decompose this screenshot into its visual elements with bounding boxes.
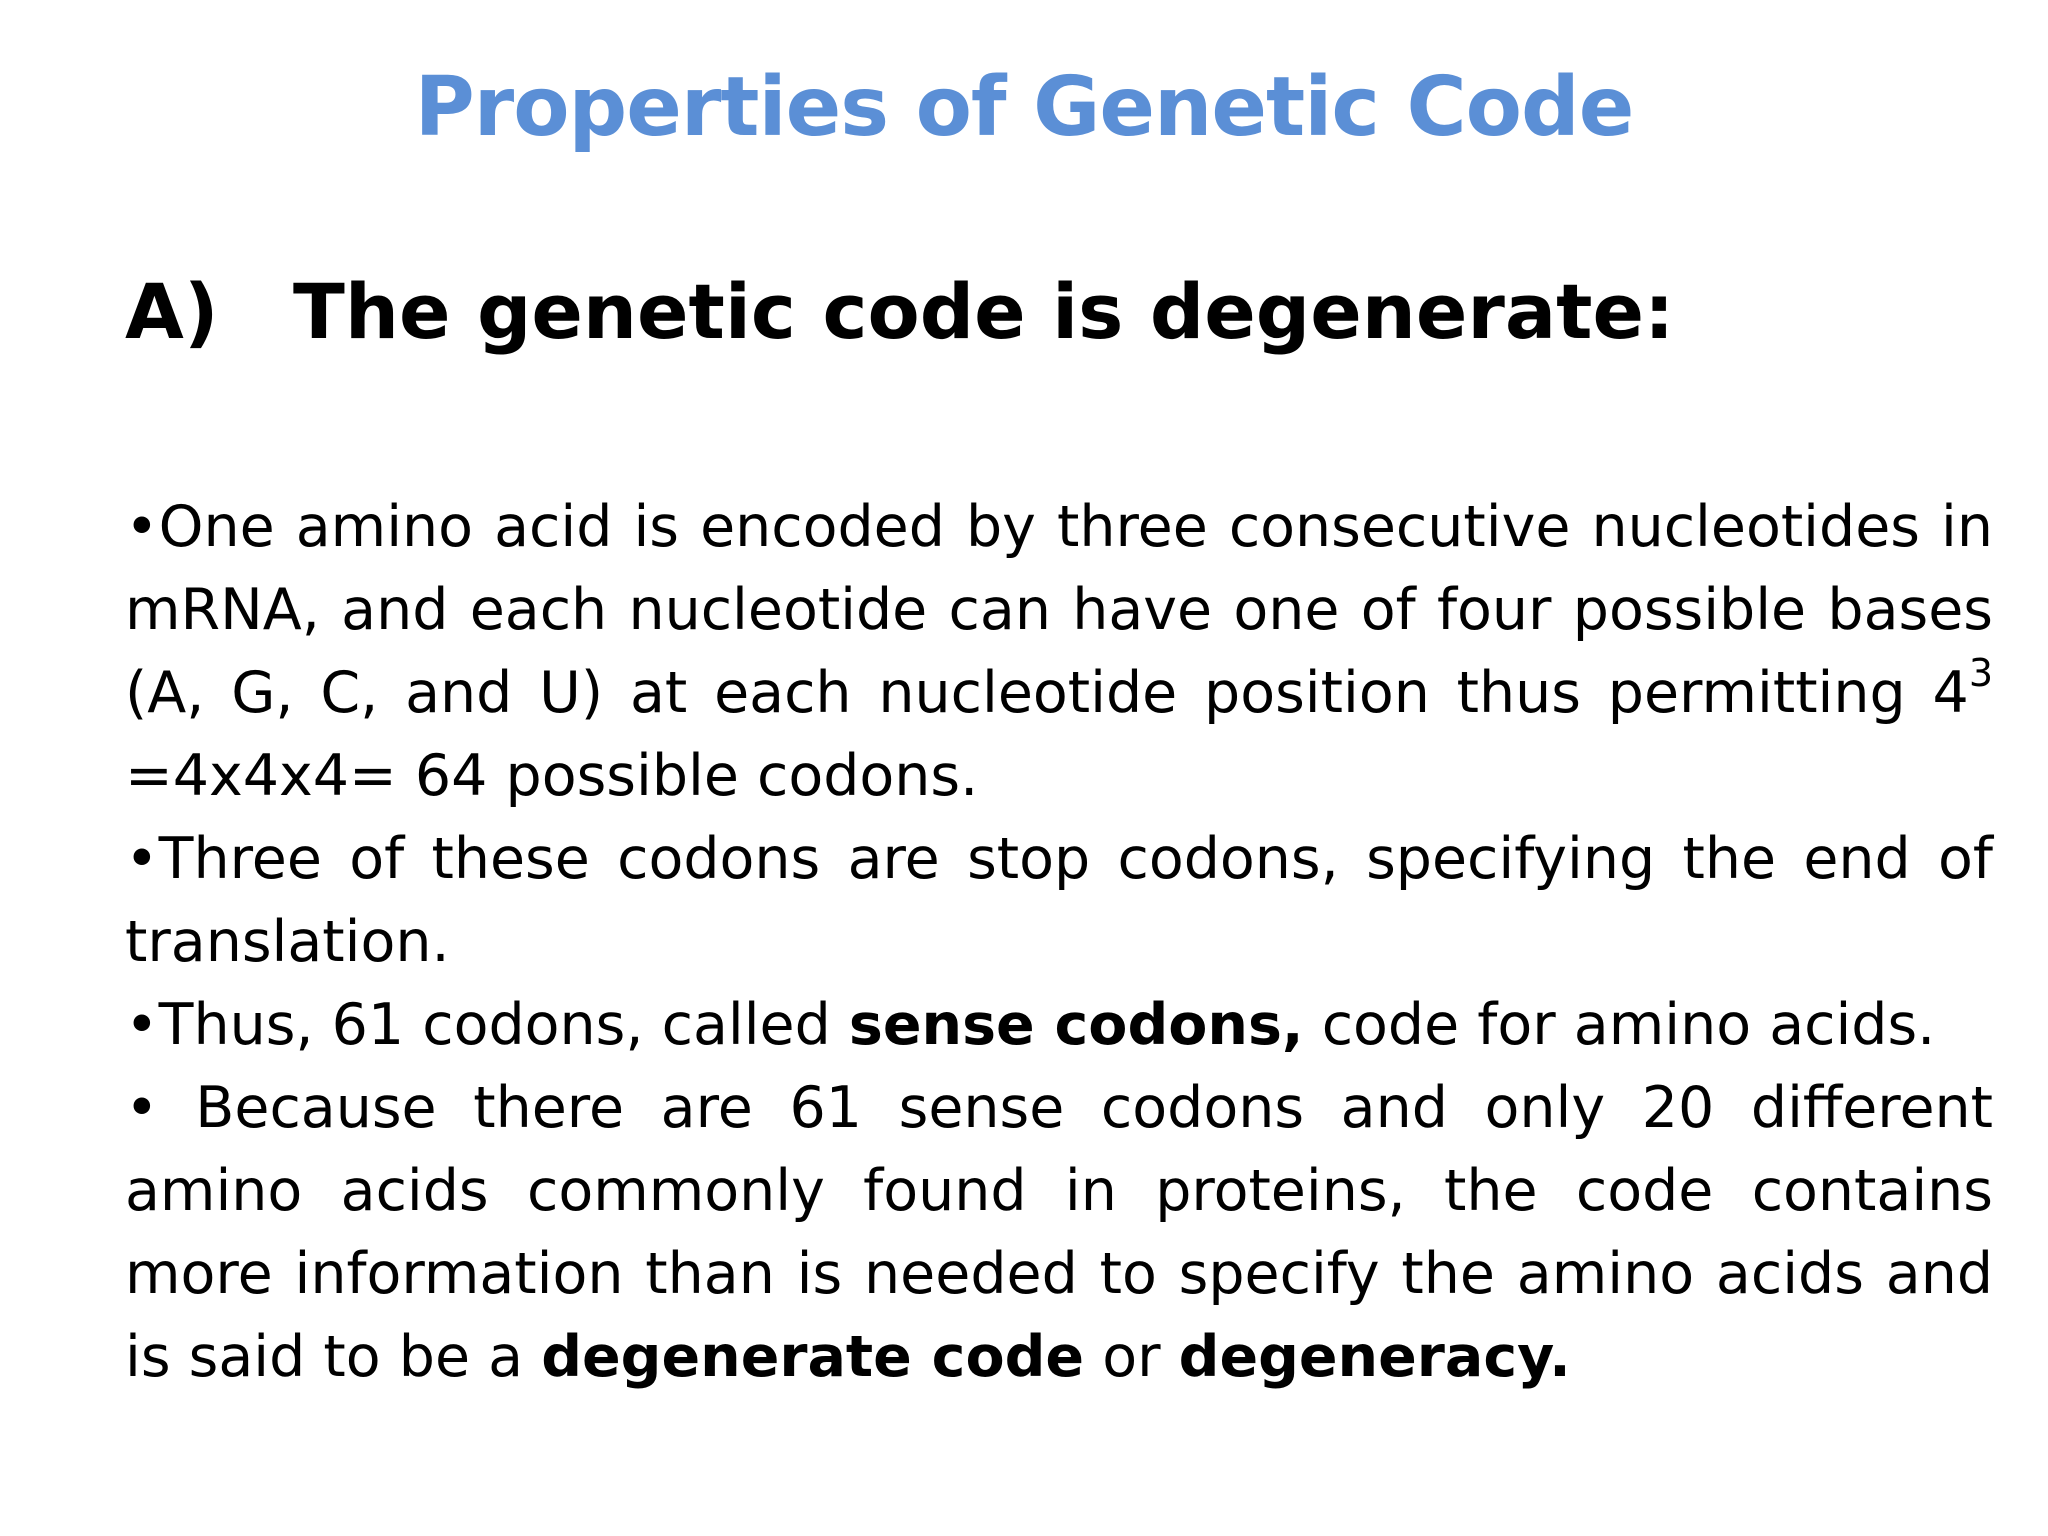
bullet-text: code for amino acids.	[1303, 992, 1936, 1058]
exponent: 3	[1968, 651, 1993, 695]
bold-term: sense codons,	[848, 992, 1304, 1058]
section-marker: A)	[125, 267, 219, 356]
bullet-item	[125, 486, 1993, 818]
bullet-item	[125, 1067, 1993, 1399]
bullet-text: =4x4x4= 64 possible codons.	[125, 743, 979, 809]
bullet-text: Three of these codons are stop codons, specifying the end of translation.	[125, 826, 1993, 975]
bullet-item	[125, 818, 1993, 984]
bullet-marker: •	[125, 494, 159, 560]
bold-term: degeneracy.	[1178, 1324, 1571, 1390]
bullet-list	[125, 486, 1993, 1399]
section-heading-text: The genetic code is degenerate:	[293, 267, 1675, 356]
bullet-marker: •	[125, 1075, 196, 1141]
bullet-item	[125, 984, 1993, 1067]
bullet-text: One amino acid is encoded by three consecutive nucleotides in mRNA, and each nucleotide can have one of four possible bases (A, G, C, and U) at each nucleotide position thus permitting 4	[125, 494, 1993, 726]
bullet-marker: •	[125, 992, 159, 1058]
section-heading	[125, 262, 1674, 362]
bullet-text: or	[1084, 1324, 1179, 1390]
bullet-text: Thus, 61 codons, called	[158, 992, 849, 1058]
bullet-text: Because there are 61 sense codons and only 20 different amino acids commonly found in proteins, the code contains more information than is needed to specify the amino acids and is said to be a	[125, 1075, 1993, 1390]
bold-term: degenerate code	[541, 1324, 1085, 1390]
slide-title: Properties of Genetic Code	[414, 60, 1634, 155]
bullet-marker: •	[125, 826, 159, 892]
